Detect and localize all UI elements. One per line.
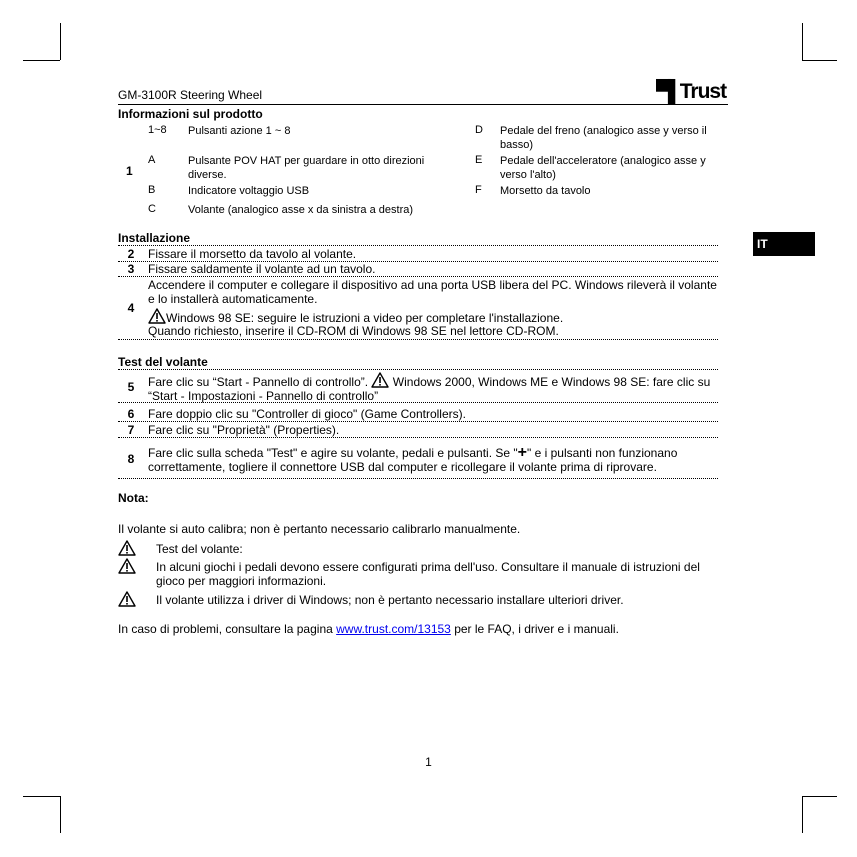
step-number: 6 <box>127 407 135 421</box>
note-text: Il volante utilizza i driver di Windows; non è pertanto necessario installare ulteriori driver. <box>156 593 624 607</box>
logo-symbol-icon: ▀▌ <box>656 80 680 103</box>
step-text: Fare clic sulla scheda "Test" e agire su volante, pedali e pulsanti. Se "+" e i pulsanti non funzionano correttamente, togliere il connettore USB dal computer e ricollegare il volante prima di riprovare. <box>148 444 678 474</box>
step-number: 4 <box>127 301 135 315</box>
test-step <box>118 444 718 479</box>
trust-logo: ▀▌Trust <box>656 80 727 103</box>
step-number: 2 <box>127 247 135 261</box>
item-text: Pedale dell'acceleratore (analogico asse y verso l'alto) <box>500 155 706 181</box>
crop-mark <box>23 796 60 797</box>
product-info-title: Informazioni sul prodotto <box>118 107 263 121</box>
note-title: Nota: <box>118 491 149 505</box>
step-text: Fare clic su “Start - Pannello di controllo”. Windows 2000, Windows ME e Windows 98 SE: fare clic su “Start - Impostazioni - Pannello di controllo” <box>148 372 718 403</box>
step-number: 8 <box>127 452 135 466</box>
step-number: 5 <box>127 380 135 394</box>
plus-symbol: + <box>517 444 527 461</box>
item-text: Morsetto da tavolo <box>500 185 591 197</box>
step-text: Fare doppio clic su "Controller di gioco" (Game Controllers). <box>148 407 466 421</box>
item-key: 1~8 <box>148 124 167 136</box>
item-key: F <box>475 184 482 196</box>
test-step <box>118 407 718 422</box>
crop-mark <box>23 60 60 61</box>
crop-mark <box>802 23 803 60</box>
figure-number: 1 <box>126 164 133 178</box>
warning-icon <box>118 540 136 556</box>
crop-mark <box>802 796 837 797</box>
step-text: Fissare il morsetto da tavolo al volante. <box>148 247 357 261</box>
dotted-rule <box>118 369 718 370</box>
install-step <box>118 262 718 277</box>
install-step <box>118 247 718 262</box>
step-text: Fissare saldamente il volante ad un tavolo. <box>148 262 376 276</box>
note-text: Test del volante: <box>156 542 243 556</box>
item-key: B <box>148 184 156 196</box>
item-key: C <box>148 203 156 215</box>
item-key: E <box>475 154 483 166</box>
crop-mark <box>60 23 61 60</box>
warning-icon <box>118 591 136 607</box>
step-text: Accendere il computer e collegare il dispositivo ad una porta USB libera del PC. Windows rileverà il volante e lo installerà automaticamente. <box>148 278 717 306</box>
item-text: Pulsante POV HAT per guardare in otto direzioni diverse. <box>188 155 425 181</box>
language-tab: IT <box>753 232 815 256</box>
note-text: In alcuni giochi i pedali devono essere configurati prima dell'uso. Consultare il manuale di istruzioni del gioco per maggiori informazioni. <box>156 560 700 588</box>
step-note: Windows 98 SE: seguire le istruzioni a video per completare l'installazione. <box>148 308 718 325</box>
step-number: 7 <box>127 423 135 437</box>
support-link[interactable]: www.trust.com/13153 <box>336 622 451 636</box>
item-text: Volante (analogico asse x da sinistra a destra) <box>188 204 414 216</box>
support-footer: In caso di problemi, consultare la pagina www.trust.com/13153 per le FAQ, i driver e i manuali. <box>118 622 619 636</box>
test-step <box>118 423 718 438</box>
item-text: Pedale del freno (analogico asse y verso il basso) <box>500 125 707 151</box>
step-number: 3 <box>127 262 135 276</box>
step-text: Fare clic su "Proprietà" (Properties). <box>148 423 340 437</box>
item-text: Pulsanti azione 1 ~ 8 <box>188 125 291 137</box>
installation-title: Installazione <box>118 231 191 245</box>
crop-mark <box>802 796 803 833</box>
warning-icon <box>371 372 389 388</box>
header-rule <box>118 104 728 105</box>
crop-mark <box>60 796 61 833</box>
warning-icon <box>118 558 136 574</box>
item-key: A <box>148 154 156 166</box>
item-text: Indicatore voltaggio USB <box>188 185 310 197</box>
warning-icon <box>148 308 166 324</box>
page-number: 1 <box>425 755 432 769</box>
test-title: Test del volante <box>118 355 208 369</box>
test-step <box>118 372 718 403</box>
item-key: D <box>475 124 483 136</box>
note-intro: Il volante si auto calibra; non è pertanto necessario calibrarlo manualmente. <box>118 522 521 536</box>
step-text: Quando richiesto, inserire il CD-ROM di Windows 98 SE nel lettore CD-ROM. <box>148 324 559 338</box>
dotted-rule <box>118 245 718 246</box>
document-title: GM-3100R Steering Wheel <box>118 88 263 102</box>
crop-mark <box>802 60 837 61</box>
install-step <box>118 277 718 340</box>
